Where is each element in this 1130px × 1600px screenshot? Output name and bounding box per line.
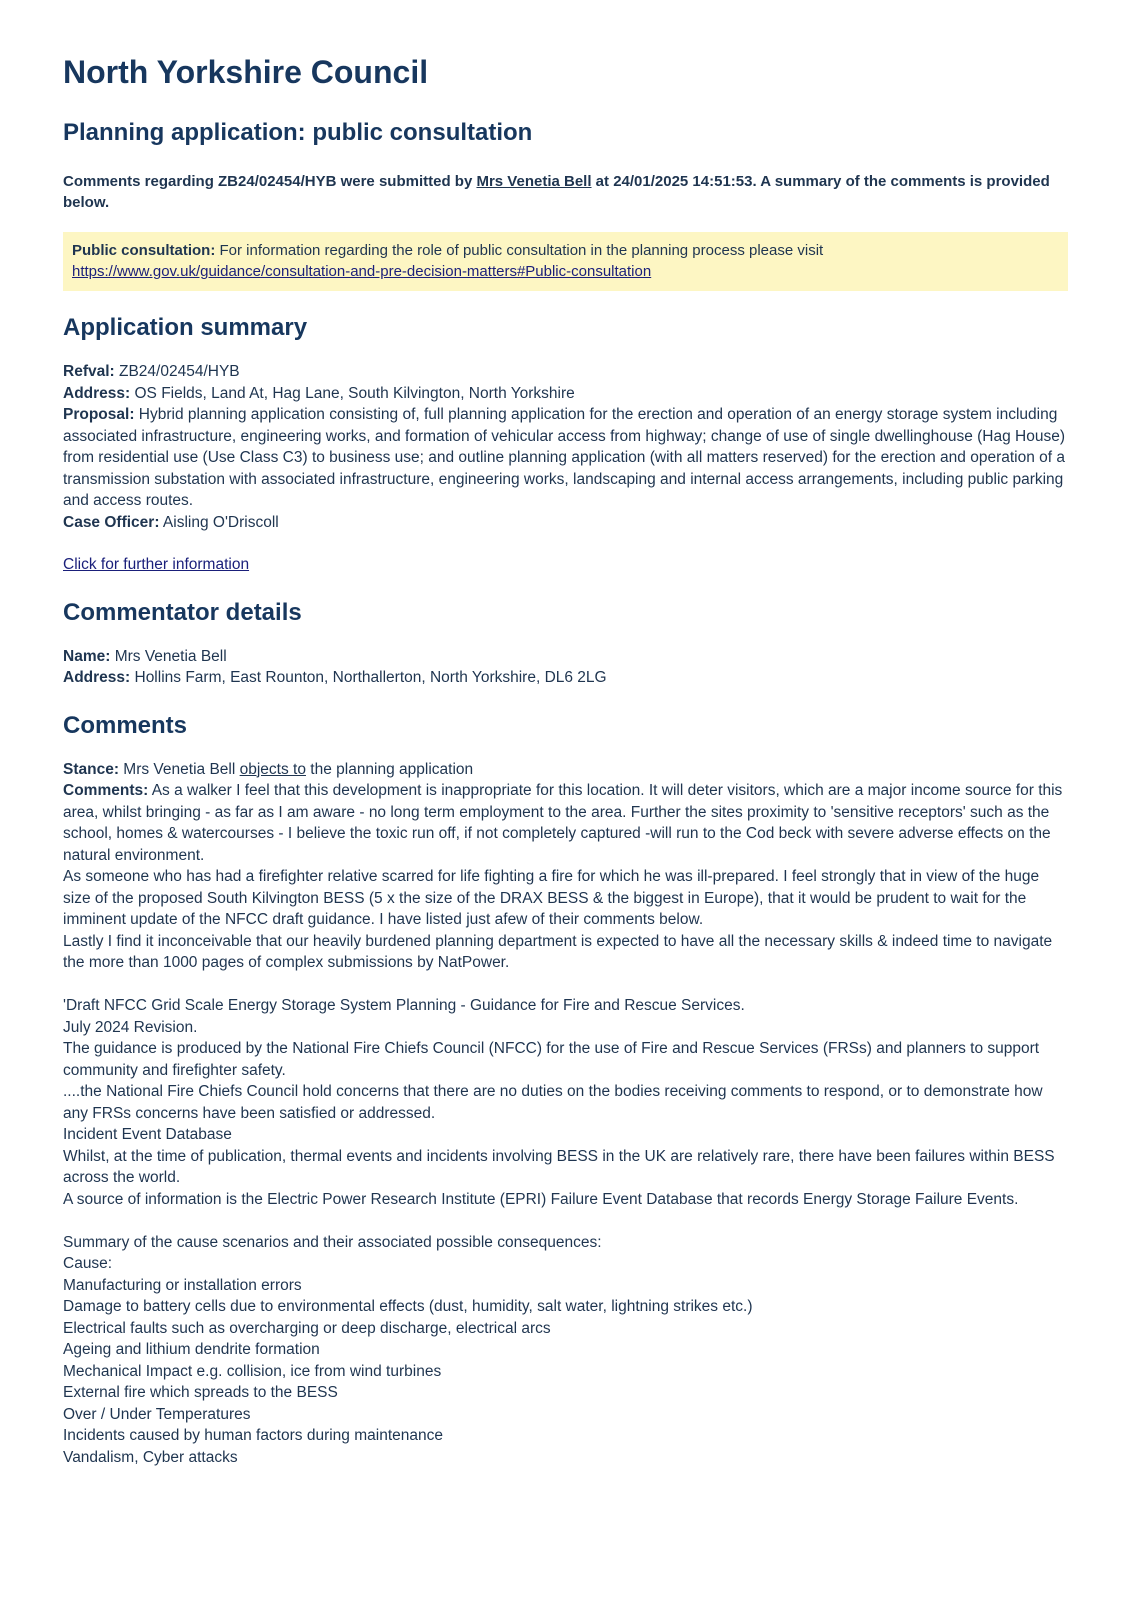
list-item: External fire which spreads to the BESS [63,1384,338,1401]
stance-row [63,759,1068,781]
commentator-address-label: Address: [63,669,131,686]
case-officer-row [63,512,1068,534]
council-title: North Yorkshire Council [63,54,429,90]
comments-body [63,759,1068,1469]
cause-label: Cause: [63,1255,113,1272]
list-item: Ageing and lithium dendrite formation [63,1341,320,1358]
public-consultation-notice [63,232,1068,291]
nfcc-concerns: ....the National Fire Chiefs Council hold concerns that there are no duties on the bodies receiving comments to respond, or to demonstrate how any FRSs concerns have been satisfied or addressed. [63,1083,1043,1122]
comments-paragraph-3: Lastly I find it inconceivable that our heavily burdened planning department is expected to have all the necessary skills & indeed time to navigate the more than 1000 pages of complex submissions by NatPower. [63,932,1053,971]
lead-suffix: at 24/01/2025 14:51:53. A summary of the comments is provided below. [63,173,1050,211]
comments-label: Comments: [63,782,149,799]
commentator-details-heading: Commentator details [63,598,302,626]
application-summary-heading: Application summary [63,314,308,341]
page-subtitle: Planning application: public consultation [63,119,533,146]
comments-paragraph-2: As someone who has had a firefighter relative scarred for life fighting a fire for which he was ill-prepared. I feel strongly that in view of the huge size of the proposed South Kilvington BESS (5 x the size of the DRAX BESS & the biggest in Europe), that it would be prudent to wait for the imminent update of the NFCC draft guidance. I have listed just afew of their comments below. [63,868,1040,928]
proposal-label: Proposal: [63,406,135,423]
address-row [63,383,1068,405]
notice-label: Public consultation: [72,242,216,259]
refval-row [63,361,1068,383]
address-label: Address: [63,384,131,402]
commentator-name-row [63,646,1068,668]
commentator-name: Mrs Venetia Bell [110,647,227,665]
further-information-link[interactable]: Click for further information [63,556,250,573]
stance-objects-link[interactable]: objects to [239,760,306,778]
incident-database-heading: Incident Event Database [63,1126,232,1143]
submission-summary [63,171,1068,213]
nfcc-guidance-purpose: The guidance is produced by the National Fire Chiefs Council (NFCC) for the use of Fire and Rescue Services (FRSs) and planners to support community and firefighter safety. [63,1040,1040,1079]
further-info-row [63,554,1068,576]
address-value: OS Fields, Land At, Hag Lane, South Kilvington, North Yorkshire [130,384,575,402]
notice-text: For information regarding the role of public consultation in the planning process please visit [215,242,824,259]
application-summary [63,361,1068,533]
refval-value: ZB24/02454/HYB [114,363,240,380]
list-item: Manufacturing or installation errors [63,1276,302,1294]
proposal-value: Hybrid planning application consisting of, full planning application for the erection and operation of an energy storage system including associated infrastructure, engineering works, and formation of vehicular access from highway; change of use of single dwellinghouse (Hag House) from residential use (Use Class C3) to business use; and outline planning application (with all matters reserved) for the erection and operation of a transmission substation with associated infrastructure, engineering works, landscaping and internal access arrangements, including public parking and access routes. [63,406,1066,509]
stance-prefix: Mrs Venetia Bell [119,760,240,778]
consultation-guidance-link[interactable]: https://www.gov.uk/guidance/consultation-and-pre-decision-matters#Public-consultation [72,263,652,280]
commentator-address-row [63,667,1068,689]
paragraph-spacer [63,974,1068,996]
stance-label: Stance: [63,760,119,778]
refval-label: Refval: [63,363,115,380]
list-item: Damage to battery cells due to environmental effects (dust, humidity, salt water, lightning strikes etc.) [63,1298,753,1315]
commenter-link[interactable]: Mrs Venetia Bell [476,173,592,190]
commentator-address: Hollins Farm, East Rounton, Northallerton, North Yorkshire, DL6 2LG [130,669,607,686]
nfcc-guidance-title: 'Draft NFCC Grid Scale Energy Storage System Planning - Guidance for Fire and Rescue Services. [63,997,745,1014]
incident-database-text: Whilst, at the time of publication, thermal events and incidents involving BESS in the UK are relatively rare, there have been failures within BESS across the world. [63,1147,1055,1186]
epri-source-text: A source of information is the Electric Power Research Institute (EPRI) Failure Event Database that records Energy Storage Failure Events. [63,1190,1019,1208]
nfcc-revision: July 2024 Revision. [63,1018,198,1036]
list-item: Over / Under Temperatures [63,1405,251,1423]
document-page [63,52,1068,1468]
cause-summary-intro: Summary of the cause scenarios and their associated possible consequences: [63,1233,602,1251]
list-item: Electrical faults such as overcharging or deep discharge, electrical arcs [63,1319,551,1337]
case-officer-label: Case Officer: [63,513,160,531]
cause-list [63,1275,1068,1469]
list-item: Mechanical Impact e.g. collision, ice from wind turbines [63,1362,442,1380]
paragraph-spacer [63,1210,1068,1232]
proposal-row [63,404,1068,512]
commentator-name-label: Name: [63,647,111,665]
stance-suffix: the planning application [305,760,474,778]
lead-prefix: Comments regarding ZB24/02454/HYB were submitted by [63,173,477,190]
case-officer-value: Aisling O'Driscoll [159,513,279,531]
list-item: Vandalism, Cyber attacks [63,1448,238,1466]
comments-paragraph-1 [63,780,1068,866]
commentator-details [63,646,1068,689]
comments-text-1: As a walker I feel that this development is inappropriate for this location. It will deter visitors, which are a major income source for this area, whilst bringing - as far as I am aware - no long term employment to the area. Further the sites proximity to 'sensitive receptors' such as the school, homes & watercourses - I believe the toxic run off, if not completely captured -will run to the Cod beck with severe adverse effects on the natural environment. [63,782,1063,864]
list-item: Incidents caused by human factors during maintenance [63,1427,443,1444]
comments-heading: Comments [63,711,188,739]
